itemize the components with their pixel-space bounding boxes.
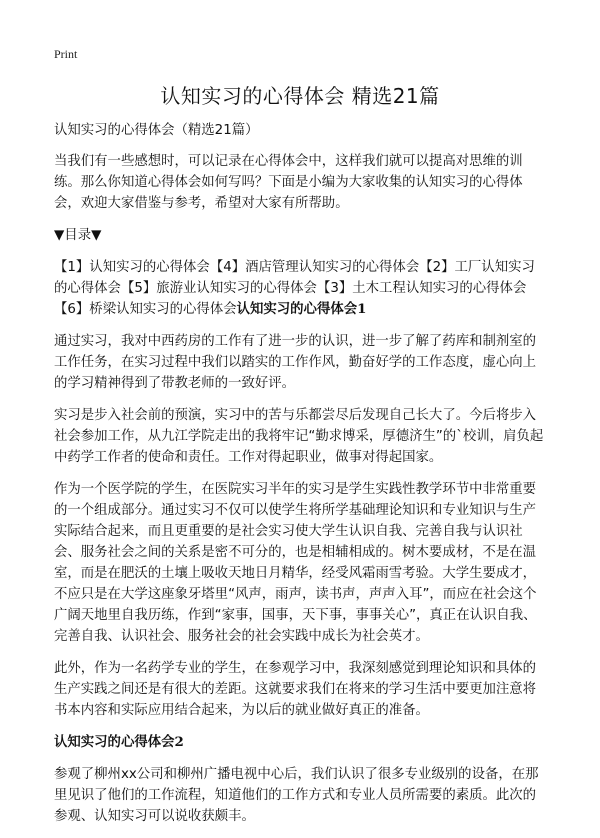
section-heading: 认知实习的心得体会2 [54,734,184,750]
toc-link[interactable]: 【2】工厂认知实习的心得体会 [54,260,535,296]
body-paragraph: 此外，作为一名药学专业的学生，在参观学习中，我深刻感觉到理论知识和具体的生产实践之间还是有很大的差距。这就要求我们在将来的学习生活中要更加注意将书本内容和实际应用结合起来，为以后的就业做好真正的准备。 [54,661,537,718]
page-title: 认知实习的心得体会 精选21篇 [160,84,440,108]
intro-paragraph: 当我们有一些感想时，可以记录在心得体会中，这样我们就可以提高对思维的训练。那么你知道心得体会如何写吗？下面是小编为大家收集的认知实习的心得体会，欢迎大家借鉴与参考，希望对大家有所帮助。 [54,154,523,211]
toc-link[interactable]: 【3】土木工程认知实习的心得体会 [316,281,527,296]
body-paragraph: 实习是步入社会前的预演，实习中的苦与乐都尝尽后发现自己长大了。今后将步入社会参加工作，从九江学院走出的我将牢记“勤求博采，厚德济生”的`校训，肩负起中药学工作者的使命和责任。工作对得起职业，做事对得起国家。 [54,408,544,465]
body-paragraph: 作为一个医学院的学生，在医院实习半年的实习是学生实践性教学环节中非常重要的一个组成部分。通过实习不仅可以使学生将所学基础理论知识和专业知识与生产实际结合起来，而且更重要的是社会实习使大学生认识自我、完善自我与认识社会、服务社会之间的关系是密不可分的，也是相辅相成的。树木要成材，不是在温室，而是在肥沃的土壤上吸收天地日月精华，经受风霜雨雪考验。大学生要成才，不应只是在大学这座象牙塔里“风声，雨声，读书声，声声入耳”，而应在社会这个广阔天地里自我历练，作到“家事，国事，天下事，事事关心”，真正在认识自我、完善自我、认识社会、服务社会的社会实践中成长为社会英才。 [54,482,537,644]
body-paragraph: 参观了柳州xx公司和柳州广播电视中心后，我们认识了很多专业级别的设备，在那里见识了他们的工作流程，知道他们的工作方式和专业人员所需要的素质。此次的参观、认知实习可以说收获颇丰。 [54,767,539,824]
table-of-contents [54,257,548,320]
body-paragraph: 通过实习，我对中西药房的工作有了进一步的认识，进一步了解了药库和制剂室的工作任务，在实习过程中我们以踏实的工作作风，勤奋好学的工作态度，虚心向上的学习精神得到了带教老师的一致好评。 [54,334,537,391]
document-body [54,120,548,838]
toc-link[interactable]: 【4】酒店管理认知实习的心得体会 [209,260,420,275]
document-subtitle: 认知实习的心得体会（精选21篇） [54,123,259,138]
toc-link[interactable]: 【1】认知实习的心得体会 [54,260,210,275]
section-heading: 认知实习的心得体会1 [236,301,367,317]
toc-link[interactable]: 【6】桥梁认知实习的心得体会 [54,302,237,317]
toc-heading: ▼目录▼ [54,228,102,243]
print-link[interactable]: Print [54,47,78,61]
toc-link[interactable]: 【5】旅游业认知实习的心得体会 [120,281,317,296]
